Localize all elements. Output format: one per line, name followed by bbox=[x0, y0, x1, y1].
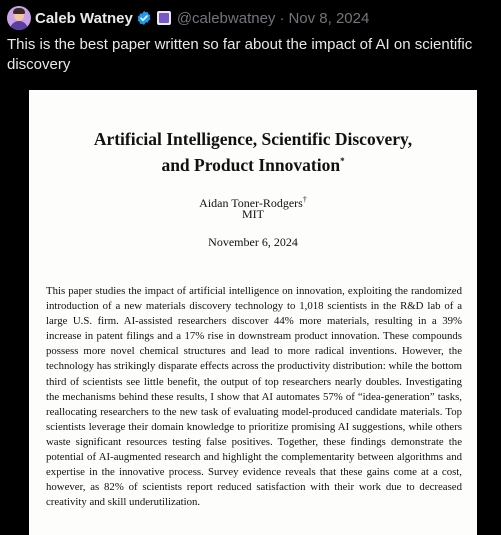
tweet-header bbox=[7, 6, 497, 30]
author-footnote-mark: † bbox=[302, 195, 307, 204]
tweet-date[interactable]: Nov 8, 2024 bbox=[288, 9, 370, 27]
verified-badge-icon bbox=[136, 10, 152, 26]
paper-abstract: This paper studies the impact of artificial intelligence on innovation, exploiting the randomized introduction of a new materials discovery technology to 1,018 scientists in the R&D lab of a large U.S. firm. AI-assisted researchers discover 44% more materials, resulting in a 39% increase in patent filings and a 17% rise in downstream product innovation. These compounds possess more novel chemical structures and lead to more radical inventions. However, the technology has strikingly disparate effects across the productivity distribution: while the bottom third of scientists see little benefit, the output of top researchers nearly doubles. Investigating the mechanisms behind these results, I show that AI automates 57% of “idea-generation” tasks, reallocating researchers to the new task of evaluating model-produced candidate materials. Top scientists leverage their domain knowledge to prioritize promising AI suggestions, while others waste significant resources testing false positives. Together, these findings demonstrate the potential of AI-augmented research and highlight the complementarity between algorithms and expertise in the innovative process. Survey evidence reveals that these gains come at a cost, however, as 82% of scientists report reduced satisfaction with their work due to decreased creativity and skill underutilization. bbox=[46, 285, 462, 509]
tweet-text: This is the best paper written so far about the impact of AI on scientific discovery bbox=[7, 36, 473, 73]
paper-title bbox=[29, 128, 477, 176]
avatar[interactable] bbox=[7, 6, 31, 30]
paper-author-name: Aidan Toner-Rodgers bbox=[199, 196, 303, 210]
paper-title-line-2-text: and Product Innovation bbox=[161, 154, 341, 175]
author-name[interactable]: Caleb Watney bbox=[35, 9, 133, 27]
title-footnote-mark: * bbox=[340, 156, 345, 166]
paper-title-line-2 bbox=[29, 150, 477, 176]
affiliation-badge-icon[interactable] bbox=[157, 11, 171, 25]
paper-date: November 6, 2024 bbox=[208, 235, 298, 249]
paper-title-line-1: Artificial Intelligence, Scientific Discovery, bbox=[93, 129, 413, 149]
author-handle[interactable]: @calebwatney bbox=[176, 9, 276, 27]
separator-dot: · bbox=[279, 9, 285, 27]
tweet-image-paper[interactable] bbox=[29, 90, 477, 535]
paper-affiliation: MIT bbox=[242, 207, 264, 221]
